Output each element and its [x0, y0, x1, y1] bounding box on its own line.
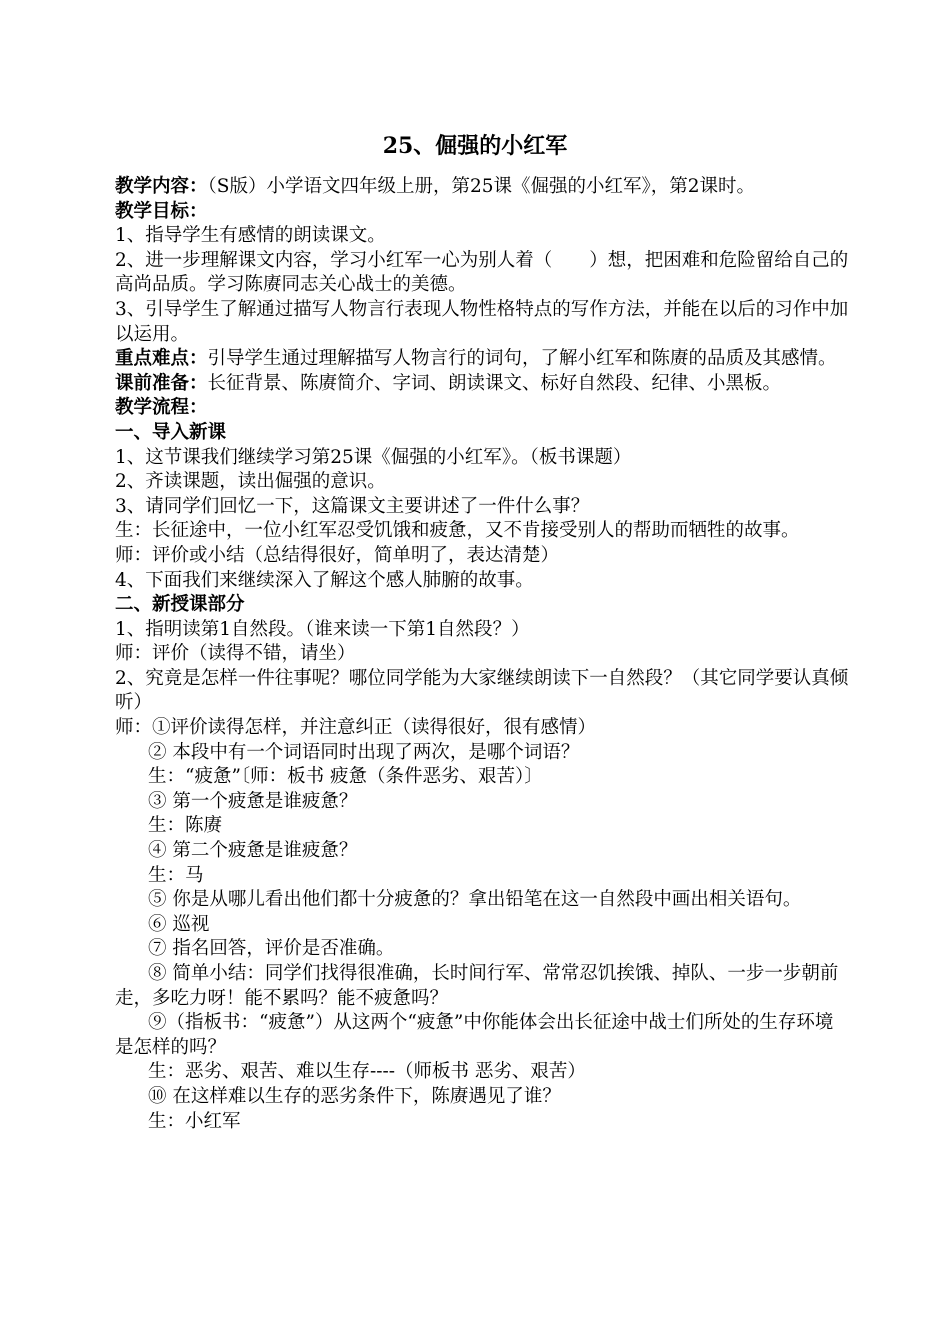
paragraph: 1、指明读第1自然段。（谁来读一下第1自然段？） — [115, 618, 530, 640]
indented-line: 生：马 — [148, 864, 204, 886]
key-points-text: 引导学生通过理解描写人物言行的词句，了解小红军和陈赓的品质及其感情。 — [207, 348, 837, 370]
preparation-text: 长征背景、陈赓简介、字词、朗读课文、标好自然段、纪律、小黑板。 — [207, 372, 782, 394]
indented-paragraph: ⑨（指板书：“疲惫”）从这两个“疲惫”中你能体会出长征途中战士们所处的生存环境是怎样的吗？ — [115, 1012, 834, 1058]
indented-line: 生：恶劣、艰苦、难以生存----（师板书 恶劣、艰苦） — [148, 1061, 586, 1083]
goal-item: 2、进一步理解课文内容，学习小红军一心为别人着（ ）想，把困难和危险留给自己的高尚品质。学习陈赓同志关心战士的美德。 — [115, 249, 849, 296]
preparation-label: 课前准备： — [115, 372, 208, 394]
indented-line: ⑥ 巡视 — [148, 913, 210, 935]
paragraph: 2、究竟是怎样一件往事呢？哪位同学能为大家继续朗读下一自然段？（其它同学要认真倾听） — [115, 667, 849, 714]
indented-line: 生：小红军 — [148, 1110, 241, 1132]
paragraph: 师：评价或小结（总结得很好，简单明了，表达清楚） — [115, 544, 560, 566]
teaching-content-label: 教学内容： — [115, 176, 208, 197]
indented-line: 生：“疲惫”〔师：板书 疲惫（条件恶劣、艰苦）〕 — [148, 766, 543, 788]
paragraph: 3、请同学们回忆一下，这篇课文主要讲述了一件什么事？ — [115, 495, 590, 517]
indented-line: ④ 第二个疲惫是谁疲惫？ — [148, 840, 358, 862]
preparation — [115, 372, 850, 397]
indented-paragraph: ⑧ 简单小结：同学们找得很准确，长时间行军、常常忍饥挨饿、掉队、一步一步朝前走，多吃力呀！能不累吗？能不疲惫吗？ — [115, 963, 839, 1009]
goal-item: 1、指导学生有感情的朗读课文。 — [115, 225, 386, 247]
goal-item: 3、引导学生了解通过描写人物言行表现人物性格特点的写作方法，并能在以后的习作中加以运用。 — [115, 298, 849, 345]
paragraph: 4、下面我们来继续深入了解这个感人肺腑的故事。 — [115, 569, 534, 591]
paragraph: 师：①评价读得怎样，并注意纠正（读得很好，很有感情） — [115, 717, 597, 739]
indented-line: ② 本段中有一个词语同时出现了两次，是哪个词语？ — [148, 741, 580, 763]
section-heading: 一、导入新课 — [115, 421, 227, 443]
key-points — [115, 347, 850, 372]
paragraph: 生：长征途中，一位小红军忍受饥饿和疲惫，又不肯接受别人的帮助而牺牲的故事。 — [115, 520, 800, 542]
page-title: 25、倔强的小红军 — [382, 133, 568, 159]
paragraph: 1、这节课我们继续学习第25课《倔强的小红军》。（板书课题） — [115, 446, 632, 468]
indented-line: ⑦ 指名回答，评价是否准确。 — [148, 938, 395, 960]
paragraph: 师：评价（读得不错，请坐） — [115, 643, 356, 665]
indented-line: 生：陈赓 — [148, 815, 223, 837]
teaching-content — [115, 175, 850, 200]
goals-heading: 教学目标： — [115, 200, 208, 222]
paragraph: 2、齐读课题，读出倔强的意识。 — [115, 471, 386, 493]
indented-line: ③ 第一个疲惫是谁疲惫？ — [148, 790, 358, 812]
key-points-label: 重点难点： — [115, 348, 208, 370]
indented-paragraph: ⑤ 你是从哪儿看出他们都十分疲惫的？拿出铅笔在这一自然段中画出相关语句。 — [148, 889, 802, 911]
indented-line: ⑩ 在这样难以生存的恶劣条件下，陈赓遇见了谁？ — [148, 1085, 561, 1107]
teaching-content-text: （S版）小学语文四年级上册，第25课《倔强的小红军》，第2课时。 — [207, 176, 756, 197]
flow-heading: 教学流程： — [115, 397, 208, 419]
section-heading: 二、新授课部分 — [115, 594, 245, 616]
document-body — [115, 175, 850, 1134]
